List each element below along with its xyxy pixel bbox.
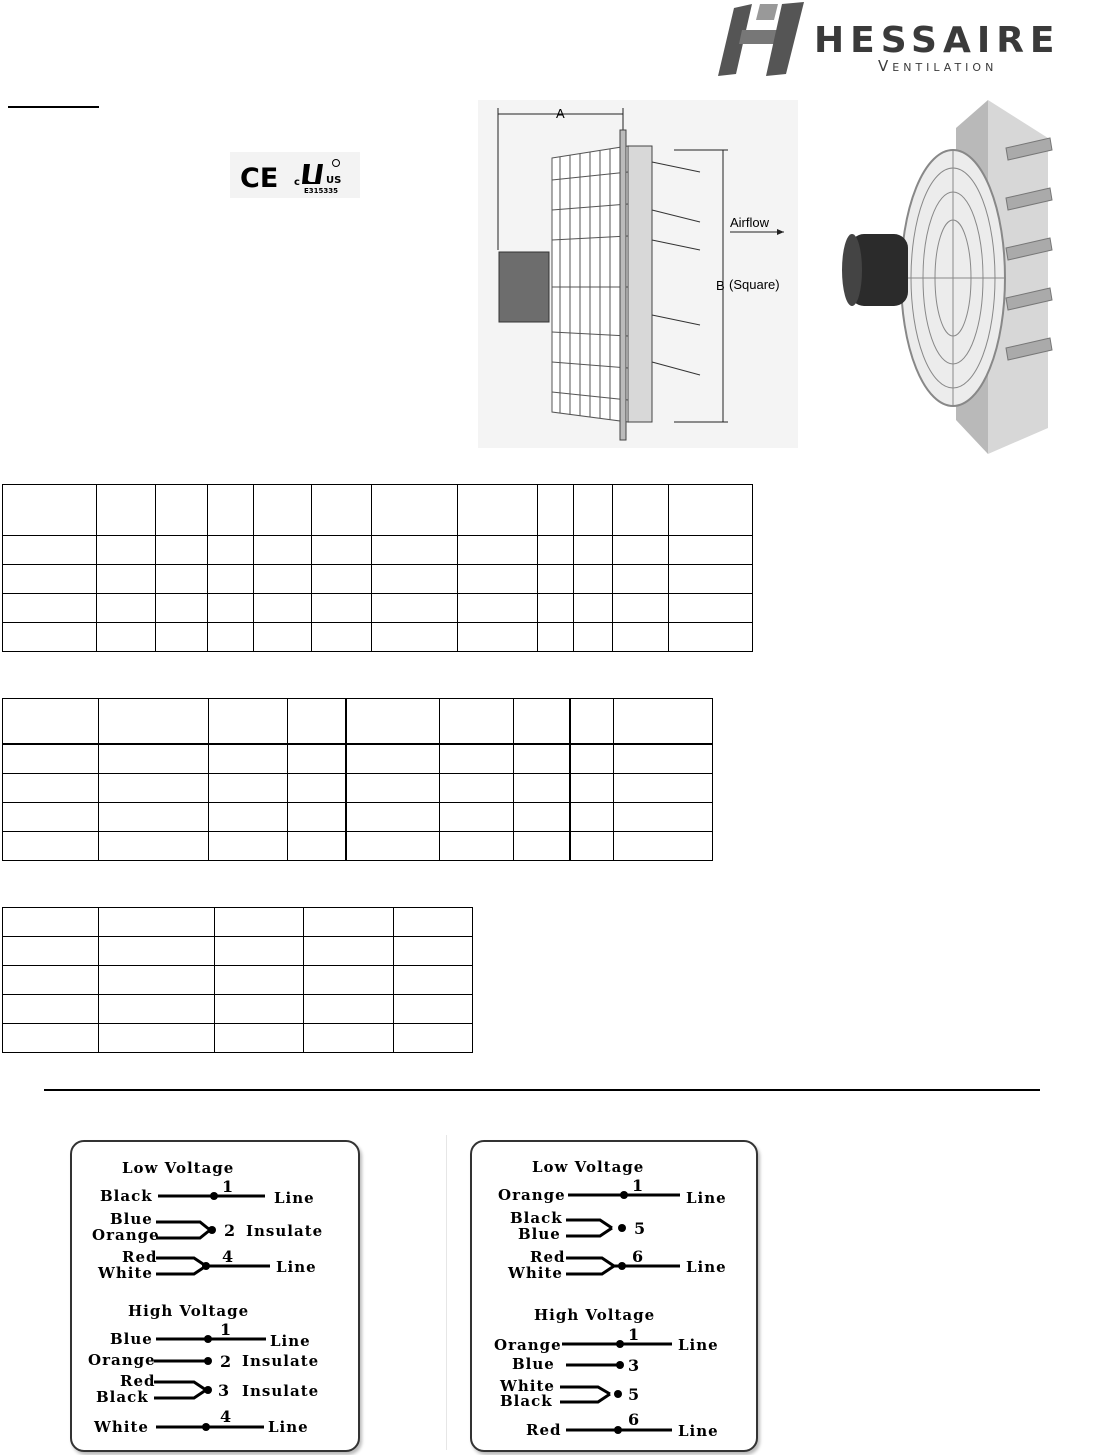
table-row [3, 832, 713, 861]
terminal-end: Line [268, 1418, 309, 1436]
ce-mark: CE [240, 163, 279, 194]
terminal-number: 5 [628, 1385, 640, 1404]
wire-label: White [508, 1264, 563, 1282]
ul-us-mark: US [326, 175, 342, 186]
section-divider [44, 1089, 1040, 1091]
terminal-number: 2 [220, 1352, 232, 1371]
fan-shroud [628, 146, 652, 422]
terminal-end: Line [274, 1189, 315, 1207]
ul-c-mark: c [294, 177, 300, 188]
terminal-number: 4 [220, 1407, 232, 1426]
high-voltage-title: High Voltage [128, 1302, 250, 1320]
wiring-diagram-right [470, 1140, 758, 1452]
terminal-number: 4 [222, 1247, 234, 1266]
table-row [3, 485, 753, 536]
wire-label: White [94, 1418, 149, 1436]
table-row [3, 995, 473, 1024]
wire-label: White [500, 1377, 555, 1395]
table-row [3, 937, 473, 966]
ul-file-number: E315335 [304, 187, 339, 195]
terminal-end: Line [686, 1258, 727, 1276]
table-row [3, 623, 753, 652]
brand-name: HESSAIRE [814, 20, 1061, 61]
terminal-number: 2 [224, 1221, 236, 1240]
wire-label: Red [120, 1372, 156, 1390]
terminal-end: Insulate [242, 1352, 320, 1370]
terminal-number: 3 [218, 1381, 230, 1400]
wire-label: Blue [110, 1330, 153, 1348]
spec-table-1 [2, 484, 753, 652]
terminal-number: 1 [220, 1320, 232, 1339]
wire-label: Red [530, 1248, 566, 1266]
table-row [3, 908, 473, 937]
wire-label: Orange [498, 1186, 566, 1204]
terminal-number: 1 [632, 1176, 644, 1195]
wire-label: Black [96, 1388, 149, 1406]
terminal-end: Line [276, 1258, 317, 1276]
terminal-number: 5 [634, 1219, 646, 1238]
wire-label: Black [100, 1187, 153, 1205]
dimension-a-label: A [556, 106, 565, 121]
terminal-end: Insulate [246, 1222, 324, 1240]
low-voltage-title: Low Voltage [532, 1158, 645, 1176]
brand-sub: VENTILATION [878, 57, 998, 75]
terminal-end: Line [270, 1332, 311, 1350]
square-label: (Square) [729, 277, 780, 292]
wire-label: Blue [518, 1225, 561, 1243]
table-row [3, 744, 713, 774]
terminal-number: 3 [628, 1356, 640, 1375]
wire-label: Blue [110, 1210, 153, 1228]
wire-label: Blue [512, 1355, 555, 1373]
certification-marks [230, 152, 360, 198]
wire-label: Orange [88, 1351, 156, 1369]
airflow-label: Airflow [730, 215, 770, 230]
terminal-number: 6 [632, 1247, 644, 1266]
spec-table-2 [2, 698, 713, 861]
terminal-end: Line [678, 1422, 719, 1440]
wire-label: Black [510, 1209, 563, 1227]
wire-label: Red [122, 1248, 158, 1266]
table-row [3, 594, 753, 623]
table-row [3, 1024, 473, 1053]
table-row [3, 536, 753, 565]
fan-guard [552, 146, 628, 422]
low-voltage-title: Low Voltage [122, 1159, 235, 1177]
terminal-number: 1 [628, 1325, 640, 1344]
table-row [3, 565, 753, 594]
heading-underline [8, 106, 99, 108]
table-row [3, 966, 473, 995]
terminal-end: Line [678, 1336, 719, 1354]
wiring-divider [446, 1135, 447, 1450]
table-row [3, 774, 713, 803]
motor-housing [499, 252, 549, 322]
wire-label: Orange [92, 1226, 160, 1244]
dimension-b-label: B [716, 278, 725, 293]
fan-dimension-diagram [478, 100, 798, 448]
terminal-end: Line [686, 1189, 727, 1207]
terminal-end: Insulate [242, 1382, 320, 1400]
terminal-number: 6 [628, 1410, 640, 1429]
wire-label: White [98, 1264, 153, 1282]
terminal-number: 1 [222, 1177, 234, 1196]
wire-label: Black [500, 1392, 553, 1410]
table-row [3, 803, 713, 832]
hessaire-logo [712, 0, 1092, 80]
logo-mark-icon [718, 2, 804, 76]
wire-label: Orange [494, 1336, 562, 1354]
wire-label: Red [526, 1421, 562, 1439]
table-row [3, 699, 713, 745]
wiring-diagram-left [70, 1140, 360, 1452]
high-voltage-title: High Voltage [534, 1306, 656, 1324]
spec-table-3 [2, 907, 473, 1053]
fan-product-image [838, 98, 1058, 456]
